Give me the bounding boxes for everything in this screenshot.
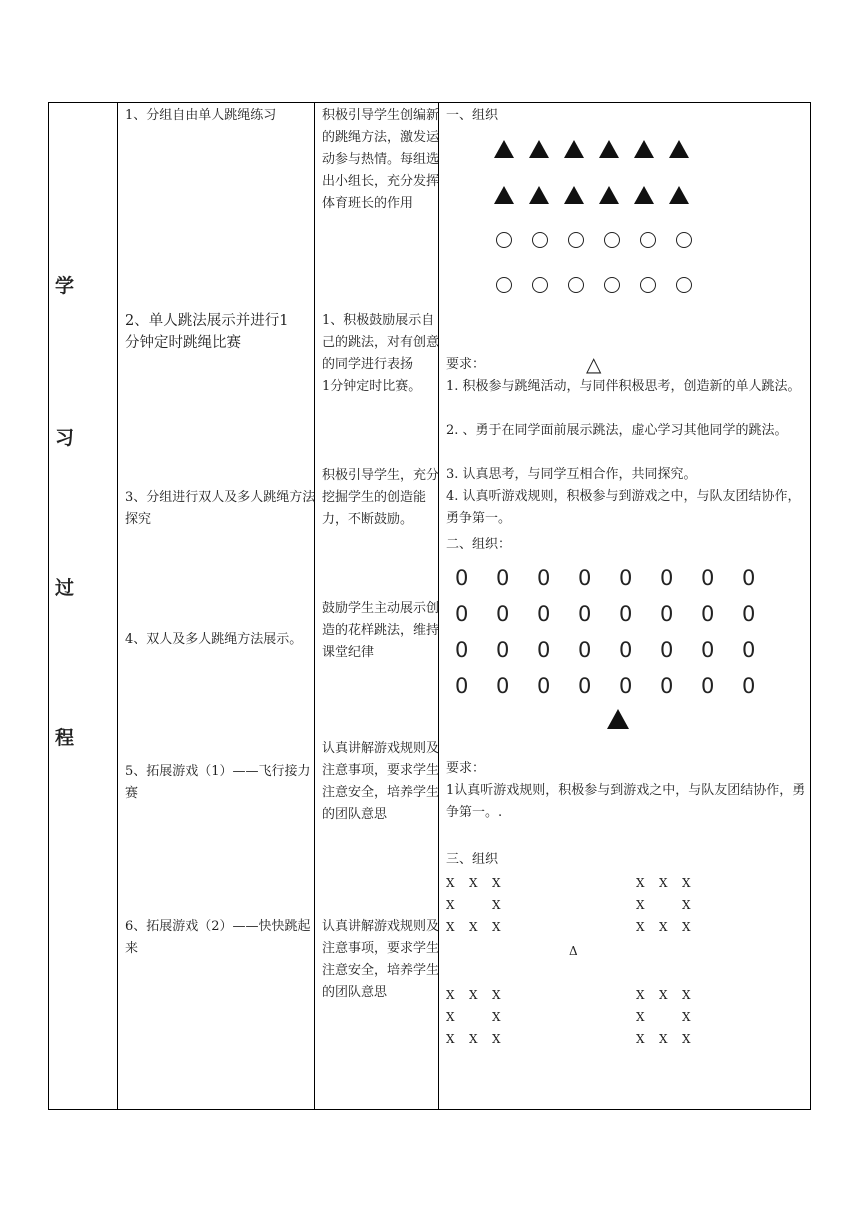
- student-zero-mark: 0: [619, 674, 633, 698]
- student-circle-icon: [640, 277, 656, 293]
- student-circle-icon: [676, 277, 692, 293]
- student-circle-icon: [604, 232, 620, 248]
- student-zero-mark: 0: [619, 566, 633, 590]
- student-zero-mark: 0: [701, 602, 715, 626]
- student-triangle-icon: [494, 140, 514, 158]
- student-zero-mark: 0: [742, 674, 756, 698]
- step-1: 1、分组自由单人跳绳练习: [125, 108, 277, 123]
- student-zero-mark: 0: [496, 602, 510, 626]
- student-zero-mark: 0: [660, 638, 674, 662]
- step-5: 5、拓展游戏（1）——飞行接力赛: [125, 764, 311, 801]
- student-x-mark: X: [636, 920, 645, 934]
- student-zero-mark: 0: [496, 566, 510, 590]
- triangle-row: [494, 186, 704, 204]
- student-triangle-icon: [599, 140, 619, 158]
- step-2-cont: 分钟定时跳绳比赛: [125, 335, 241, 351]
- org1-req-4: 4. 认真听游戏规则，积极参与到游戏之中，与队友团结协作，勇争第一。: [446, 489, 801, 526]
- student-zero-mark: 0: [701, 674, 715, 698]
- org1-req-title: 要求：: [446, 357, 486, 372]
- student-x-mark: X: [492, 920, 501, 934]
- x-group: [636, 984, 705, 1050]
- student-triangle-icon: [599, 186, 619, 204]
- student-x-mark: X: [446, 988, 455, 1002]
- student-x-mark: X: [469, 920, 478, 934]
- student-triangle-icon: [669, 186, 689, 204]
- side-label-char: 过: [55, 577, 75, 599]
- student-zero-mark: 0: [578, 602, 592, 626]
- student-circle-icon: [604, 277, 620, 293]
- student-zero-mark: 0: [578, 566, 592, 590]
- guidance-3: 积极引导学生，充分挖掘学生的创造能力，不断鼓励。: [322, 468, 440, 527]
- x-group: [636, 872, 705, 938]
- student-circle-icon: [532, 277, 548, 293]
- student-circle-icon: [568, 277, 584, 293]
- student-triangle-icon: [529, 186, 549, 204]
- student-x-mark: X: [682, 1010, 691, 1024]
- triangle-row: [494, 140, 704, 158]
- student-zero-mark: 0: [537, 638, 551, 662]
- student-x-mark: X: [446, 1032, 455, 1046]
- student-triangle-icon: [564, 140, 584, 158]
- student-circle-icon: [640, 232, 656, 248]
- student-triangle-icon: [529, 140, 549, 158]
- student-x-mark: X: [492, 876, 501, 890]
- student-zero-mark: 0: [742, 566, 756, 590]
- student-x-mark: [469, 894, 492, 916]
- org2-title: 二、组织：: [446, 537, 512, 552]
- column-divider: [117, 103, 118, 1109]
- student-x-mark: X: [636, 876, 645, 890]
- student-zero-mark: 0: [455, 602, 469, 626]
- side-label-char: 习: [55, 427, 75, 449]
- zero-row: [455, 566, 783, 590]
- guidance-2: 1、积极鼓励展示自己的跳法，对有创意的同学进行表扬 1分钟定时比赛。: [322, 313, 440, 394]
- student-zero-mark: 0: [742, 638, 756, 662]
- circle-row: [496, 232, 712, 248]
- student-zero-mark: 0: [701, 566, 715, 590]
- teacher-symbol: △: [586, 352, 602, 376]
- org1-req-3: 3. 认真思考，与同学互相合作，共同探究。: [446, 467, 697, 482]
- student-x-mark: X: [446, 1010, 455, 1024]
- x-group: [446, 984, 515, 1050]
- student-zero-mark: 0: [742, 602, 756, 626]
- student-x-mark: X: [492, 898, 501, 912]
- student-x-mark: X: [659, 988, 668, 1002]
- org2-req-title: 要求：: [446, 761, 486, 776]
- student-x-mark: X: [446, 920, 455, 934]
- student-x-mark: X: [492, 1010, 501, 1024]
- org1-title: 一、组织: [446, 108, 499, 123]
- circle-row: [496, 277, 712, 293]
- student-zero-mark: 0: [537, 602, 551, 626]
- side-label-char: 程: [55, 727, 75, 749]
- student-x-mark: X: [636, 1032, 645, 1046]
- student-x-mark: X: [636, 898, 645, 912]
- student-x-mark: X: [659, 876, 668, 890]
- student-zero-mark: 0: [660, 602, 674, 626]
- student-triangle-icon: [634, 140, 654, 158]
- student-triangle-icon: [669, 140, 689, 158]
- student-circle-icon: [676, 232, 692, 248]
- student-x-mark: X: [469, 1032, 478, 1046]
- student-zero-mark: 0: [455, 566, 469, 590]
- guidance-4: 鼓励学生主动展示创造的花样跳法，维持课堂纪律: [322, 601, 440, 660]
- student-x-mark: X: [636, 1010, 645, 1024]
- org3-title: 三、组织: [446, 852, 499, 867]
- student-triangle-icon: [564, 186, 584, 204]
- student-x-mark: X: [682, 920, 691, 934]
- student-zero-mark: 0: [496, 674, 510, 698]
- student-x-mark: X: [469, 988, 478, 1002]
- teacher-triangle-icon: [607, 709, 629, 729]
- student-circle-icon: [532, 232, 548, 248]
- student-x-mark: [659, 1006, 682, 1028]
- student-zero-mark: 0: [455, 674, 469, 698]
- step-6: 6、拓展游戏（2）——快快跳起来: [125, 919, 311, 956]
- student-x-mark: X: [682, 1032, 691, 1046]
- student-zero-mark: 0: [660, 566, 674, 590]
- student-x-mark: X: [446, 898, 455, 912]
- student-zero-mark: 0: [660, 674, 674, 698]
- org1-req-1: 1. 积极参与跳绳活动，与同伴积极思考，创造新的单人跳法。: [446, 379, 801, 394]
- student-zero-mark: 0: [537, 674, 551, 698]
- student-x-mark: X: [682, 898, 691, 912]
- student-zero-mark: 0: [619, 602, 633, 626]
- student-x-mark: X: [492, 1032, 501, 1046]
- student-circle-icon: [496, 232, 512, 248]
- student-zero-mark: 0: [537, 566, 551, 590]
- student-triangle-icon: [634, 186, 654, 204]
- guidance-1: 积极引导学生创编新的跳绳方法，激发运动参与热情。每组选出小组长，充分发挥体育班长的作用: [322, 108, 440, 211]
- student-zero-mark: 0: [619, 638, 633, 662]
- student-x-mark: X: [659, 920, 668, 934]
- student-x-mark: X: [636, 988, 645, 1002]
- zero-row: [455, 602, 783, 626]
- student-zero-mark: 0: [455, 638, 469, 662]
- teacher-symbol-3: Δ: [569, 944, 578, 958]
- student-x-mark: X: [469, 876, 478, 890]
- guidance-5: 认真讲解游戏规则及注意事项，要求学生注意安全，培养学生的团队意思: [322, 741, 440, 822]
- student-triangle-icon: [494, 186, 514, 204]
- student-x-mark: [469, 1006, 492, 1028]
- student-zero-mark: 0: [578, 674, 592, 698]
- step-2: 2、单人跳法展示并进行1: [125, 313, 289, 329]
- org2-req: 1认真听游戏规则，积极参与到游戏之中，与队友团结协作，勇争第一。.: [446, 783, 806, 820]
- step-3: 3、分组进行双人及多人跳绳方法探究: [125, 490, 316, 527]
- step-4: 4、双人及多人跳绳方法展示。: [125, 632, 303, 647]
- student-x-mark: [659, 894, 682, 916]
- student-zero-mark: 0: [701, 638, 715, 662]
- student-x-mark: X: [682, 988, 691, 1002]
- student-circle-icon: [568, 232, 584, 248]
- student-zero-mark: 0: [578, 638, 592, 662]
- zero-row: [455, 674, 783, 698]
- student-x-mark: X: [446, 876, 455, 890]
- student-x-mark: X: [659, 1032, 668, 1046]
- x-group: [446, 872, 515, 938]
- guidance-6: 认真讲解游戏规则及注意事项，要求学生注意安全，培养学生的团队意思: [322, 919, 440, 1000]
- student-x-mark: X: [682, 876, 691, 890]
- student-x-mark: X: [492, 988, 501, 1002]
- student-circle-icon: [496, 277, 512, 293]
- zero-row: [455, 638, 783, 662]
- org1-req-2: 2. 、勇于在同学面前展示跳法，虚心学习其他同学的跳法。: [446, 423, 788, 438]
- student-zero-mark: 0: [496, 638, 510, 662]
- side-label-char: 学: [55, 275, 75, 297]
